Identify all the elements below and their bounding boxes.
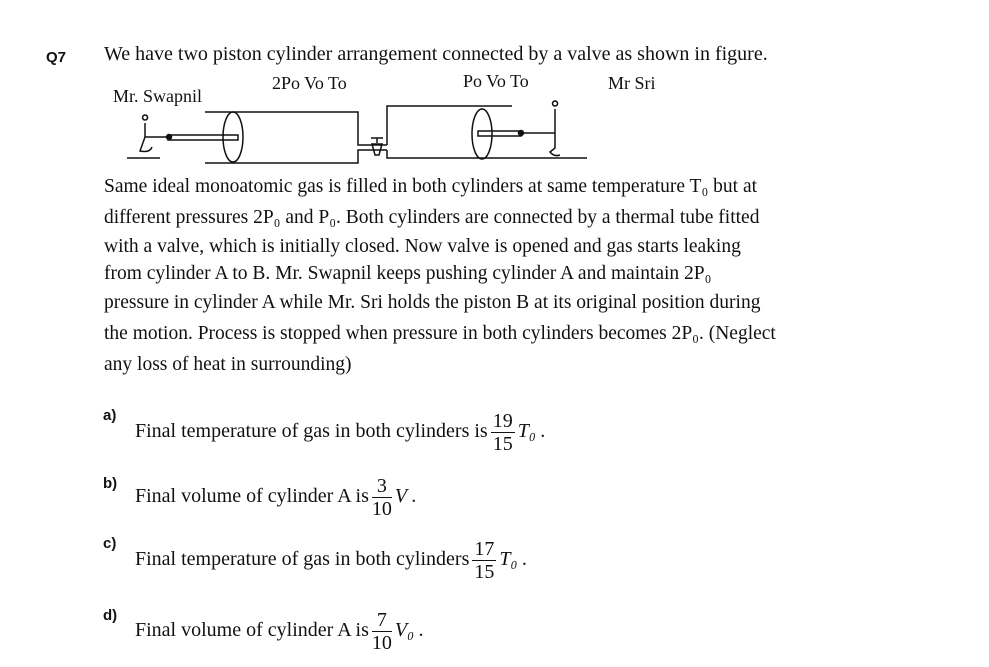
piston-cylinder-diagram xyxy=(0,0,989,200)
option-c-label[interactable]: c) xyxy=(103,535,117,552)
cylinder-b xyxy=(387,101,587,159)
denominator: 10 xyxy=(371,498,392,520)
label-cylinder-b: Po Vo To xyxy=(463,71,529,91)
question-intro: We have two piston cylinder arrangement connected by a valve as shown in figure. xyxy=(104,43,768,65)
label-mr-swapnil: Mr. Swapnil xyxy=(113,86,203,106)
denominator: 15 xyxy=(474,561,495,583)
body-line: from cylinder A to B. Mr. Swapnil keeps pushing cylinder A and maintain 2P₀ xyxy=(104,263,712,284)
option-text: Final temperature of gas in both cylinders xyxy=(135,548,470,571)
fraction xyxy=(472,538,496,583)
option-text: Final volume of cylinder A is xyxy=(135,485,369,508)
fraction xyxy=(372,475,392,520)
body-line: pressure in cylinder A while Mr. Sri holds the piston B at its original position during xyxy=(104,292,761,313)
option-suffix: T₀ . xyxy=(499,548,528,571)
body-line: the motion. Process is stopped when pressure in both cylinders becomes 2P₀. (Neglect xyxy=(104,323,776,344)
option-text: Final temperature of gas in both cylinders is xyxy=(135,420,488,443)
question-number: Q7 xyxy=(46,49,67,66)
numerator: 7 xyxy=(372,609,392,632)
option-a[interactable] xyxy=(135,410,546,455)
fraction xyxy=(491,410,515,455)
body-line: Same ideal monoatomic gas is filled in both cylinders at same temperature T₀ but at xyxy=(104,176,758,197)
option-suffix: T₀ . xyxy=(517,420,546,443)
option-a-label[interactable]: a) xyxy=(103,407,117,424)
fraction xyxy=(372,609,392,654)
denominator: 10 xyxy=(371,632,392,654)
body-line: with a valve, which is initially closed. Now valve is opened and gas starts leaking xyxy=(104,236,741,257)
option-b-label[interactable]: b) xyxy=(103,475,118,492)
body-line: any loss of heat in surrounding) xyxy=(104,354,352,375)
label-cylinder-a: 2Po Vo To xyxy=(272,73,347,93)
cylinder-a xyxy=(127,112,368,163)
numerator: 3 xyxy=(372,475,392,498)
option-d[interactable] xyxy=(135,609,424,654)
body-line: different pressures 2P₀ and P₀. Both cylinders are connected by a thermal tube fitted xyxy=(104,207,760,228)
option-text: Final volume of cylinder A is xyxy=(135,619,369,642)
valve xyxy=(368,138,387,155)
option-b[interactable] xyxy=(135,475,417,520)
option-d-label[interactable]: d) xyxy=(103,607,118,624)
option-suffix: V₀ . xyxy=(394,619,425,642)
numerator: 19 xyxy=(492,410,513,432)
question-body xyxy=(104,171,776,380)
denominator: 15 xyxy=(492,433,513,455)
option-c[interactable] xyxy=(135,538,527,583)
numerator: 17 xyxy=(474,538,495,560)
option-suffix: V . xyxy=(394,485,417,508)
label-mr-sri: Mr Sri xyxy=(608,73,656,93)
